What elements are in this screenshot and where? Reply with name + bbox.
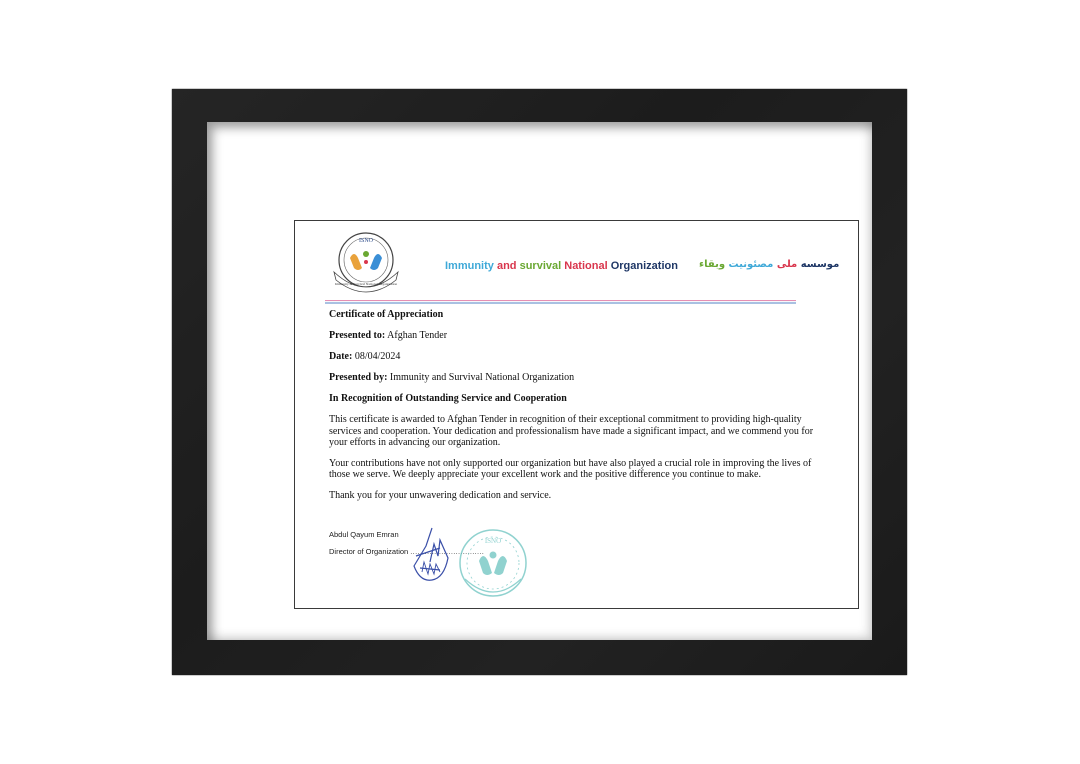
presented-to-value: Afghan Tender <box>387 330 448 341</box>
org-name-fa-part: موسسه <box>800 259 840 270</box>
organization-name-english <box>445 260 678 272</box>
body-paragraph: Your contributions have not only supported our organization but have also played a crucial role in improving the lives of those we serve. We deeply appreciate your excellent work and the positive difference you continue to make. <box>329 457 812 480</box>
signatory-title: Director of Organization <box>329 547 409 556</box>
presented-by <box>329 372 829 384</box>
date-label: Date: <box>329 351 353 362</box>
certificate-header <box>295 221 858 301</box>
signatory-name: Abdul Qayum Emran <box>329 530 399 539</box>
body-paragraph: Thank you for your unwavering dedication and service. <box>329 489 552 501</box>
svg-text:Immunity & Survival National O: Immunity & Survival National Organization <box>334 282 398 286</box>
header-divider <box>325 300 796 304</box>
signature-icon <box>410 526 460 586</box>
org-name-fa-part: وبقاء <box>699 259 726 270</box>
presented-to-label: Presented to: <box>329 330 386 341</box>
certificate-date <box>329 351 829 363</box>
presented-by-value: Immunity and Survival National Organization <box>389 372 575 383</box>
org-name-part: Organization <box>610 260 678 272</box>
presented-by-label: Presented by: <box>329 372 388 383</box>
org-name-fa-part: مصئونیت <box>728 259 774 270</box>
certificate-title: Certificate of Appreciation <box>329 309 444 320</box>
organization-name-dari <box>699 259 839 270</box>
svg-text:ISNO: ISNO <box>358 238 374 244</box>
picture-frame <box>172 89 907 675</box>
organization-stamp-icon <box>455 523 531 605</box>
recognition-heading: In Recognition of Outstanding Service and Cooperation <box>329 393 567 404</box>
org-name-part: and <box>496 260 517 272</box>
org-name-part: National <box>564 260 608 272</box>
date-value: 08/04/2024 <box>354 351 401 362</box>
organization-logo-icon <box>328 228 404 296</box>
svg-text:ISNO: ISNO <box>484 537 502 545</box>
signature-line: ............................... <box>410 547 485 556</box>
presented-to <box>329 330 829 342</box>
certificate-body <box>329 309 829 510</box>
body-paragraph: This certificate is awarded to Afghan Tender in recognition of their exceptional commitment to providing high-quality services and cooperation. Your dedication and professionalism have made a significant impact, and we commend you for your efforts in advancing our organization. <box>329 414 814 448</box>
org-name-fa-part: ملی <box>776 259 798 270</box>
frame-mat <box>207 122 872 640</box>
org-name-part: survival <box>519 260 562 272</box>
certificate <box>294 220 859 609</box>
org-name-part: Immunity <box>445 260 494 272</box>
